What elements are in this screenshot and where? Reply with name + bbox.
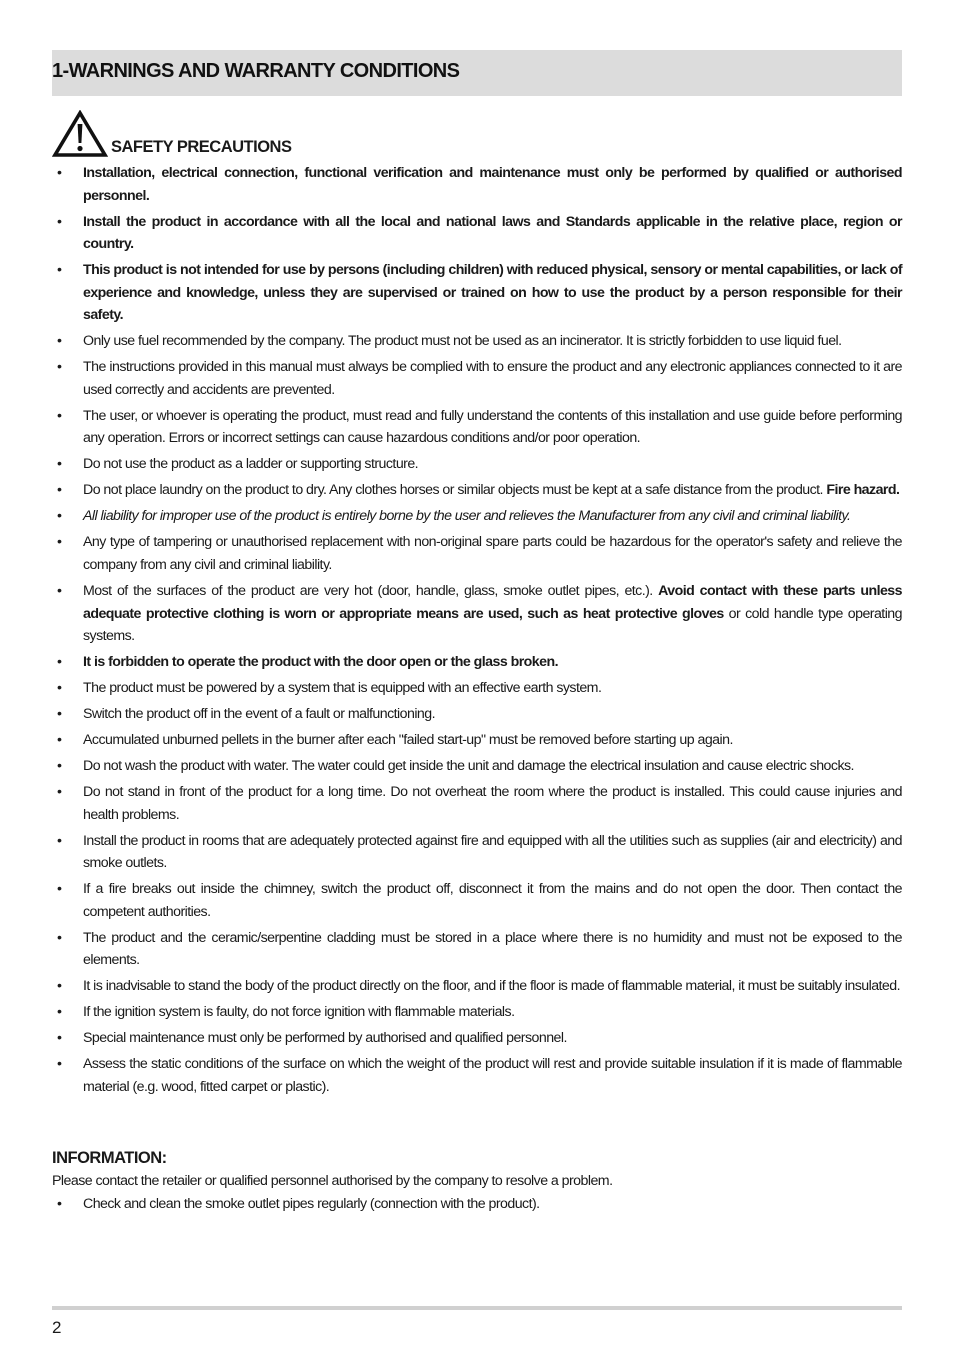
list-item: • Do not stand in front of the product for a long time. Do not overheat the room where the product is installed. This could cause injuries and health problems. (52, 781, 902, 826)
list-item: • Most of the surfaces of the product are very hot (door, handle, glass, smoke outlet pipes, etc.). Avoid contact with these parts unless adequate protective clothing is worn or appropriate means are used, such as heat protective gloves or cold handle type operating systems. (52, 580, 902, 648)
list-item: • Special maintenance must only be performed by authorised and qualified personnel. (52, 1027, 902, 1050)
list-item: • Do not wash the product with water. The water could get inside the unit and damage the electrical insulation and cause electric shocks. (52, 755, 902, 778)
page-content (52, 50, 902, 1219)
list-item: • If a fire breaks out inside the chimney, switch the product off, disconnect it from the mains and do not open the door. Then contact the competent authorities. (52, 878, 902, 923)
hot-surface-warning: Avoid contact with these parts unless adequate protective clothing is worn or appropriate means are used, such as heat protective gloves (83, 583, 902, 622)
safety-heading (52, 108, 902, 158)
list-item: • Install the product in accordance with all the local and national laws and Standards applicable in the relative place, region or country. (52, 211, 902, 256)
list-item: • The instructions provided in this manual must always be complied with to ensure the product and any electronic appliances connected to it are used correctly and accidents are prevented. (52, 356, 902, 401)
list-item: • The product must be powered by a system that is equipped with an effective earth system. (52, 677, 902, 700)
list-item: • Installation, electrical connection, functional verification and maintenance must only be performed by qualified or authorised personnel. (52, 162, 902, 207)
fire-hazard-label: Fire hazard. (826, 482, 900, 499)
information-title: INFORMATION: (52, 1148, 167, 1167)
list-item: • This product is not intended for use by persons (including children) with reduced physical, sensory or mental capabilities, or lack of experience and knowledge, unless they are supervised or trained on how to use the product by a person responsible for their safety. (52, 259, 902, 327)
section-header (52, 50, 902, 96)
list-item: • Only use fuel recommended by the company. The product must not be used as an incinerator. It is strictly forbidden to use liquid fuel. (52, 330, 902, 353)
safety-list (52, 162, 902, 1099)
list-item: • The product and the ceramic/serpentine cladding must be stored in a place where there is no humidity and must not be exposed to the elements. (52, 927, 902, 972)
list-item: • Switch the product off in the event of a fault or malfunctioning. (52, 703, 902, 726)
footer-divider (52, 1306, 902, 1310)
warning-triangle-icon (52, 110, 108, 158)
list-item: • Do not use the product as a ladder or supporting structure. (52, 453, 902, 476)
list-item: • It is forbidden to operate the product with the door open or the glass broken. (52, 651, 902, 674)
list-item: • It is inadvisable to stand the body of the product directly on the floor, and if the floor is made of flammable material, it must be suitably insulated. (52, 975, 902, 998)
information-text: Please contact the retailer or qualified personnel authorised by the company to resolve a problem. (52, 1172, 613, 1189)
list-item: • Install the product in rooms that are adequately protected against fire and equipped with all the utilities such as supplies (air and electricity) and smoke outlets. (52, 830, 902, 875)
list-item: • Do not place laundry on the product to dry. Any clothes horses or similar objects must be kept at a safe distance from the product. Fire hazard. (52, 479, 902, 502)
list-item: • Assess the static conditions of the surface on which the weight of the product will rest and provide suitable insulation if it is made of flammable material (e.g. wood, fitted carpet or plastic). (52, 1053, 902, 1098)
section-title: 1-WARNINGS AND WARRANTY CONDITIONS (52, 60, 460, 82)
list-item: • Any type of tampering or unauthorised replacement with non-original spare parts could be hazardous for the operator's safety and relieve the company from any civil and criminal liability. (52, 531, 902, 576)
list-item: • The user, or whoever is operating the product, must read and fully understand the contents of this installation and use guide before performing any operation. Errors or incorrect settings can cause hazardous conditions and/or poor operation. (52, 405, 902, 450)
information-list (52, 1193, 902, 1216)
list-item: • Accumulated unburned pellets in the burner after each "failed start-up" must be removed before starting up again. (52, 729, 902, 752)
page-number: 2 (52, 1318, 62, 1337)
list-item: • If the ignition system is faulty, do not force ignition with flammable materials. (52, 1001, 902, 1024)
list-item: • All liability for improper use of the product is entirely borne by the user and relieves the Manufacturer from any civil and criminal liability. (52, 505, 902, 528)
safety-title: SAFETY PRECAUTIONS (111, 138, 292, 156)
list-item: • Check and clean the smoke outlet pipes regularly (connection with the product). (52, 1193, 902, 1216)
